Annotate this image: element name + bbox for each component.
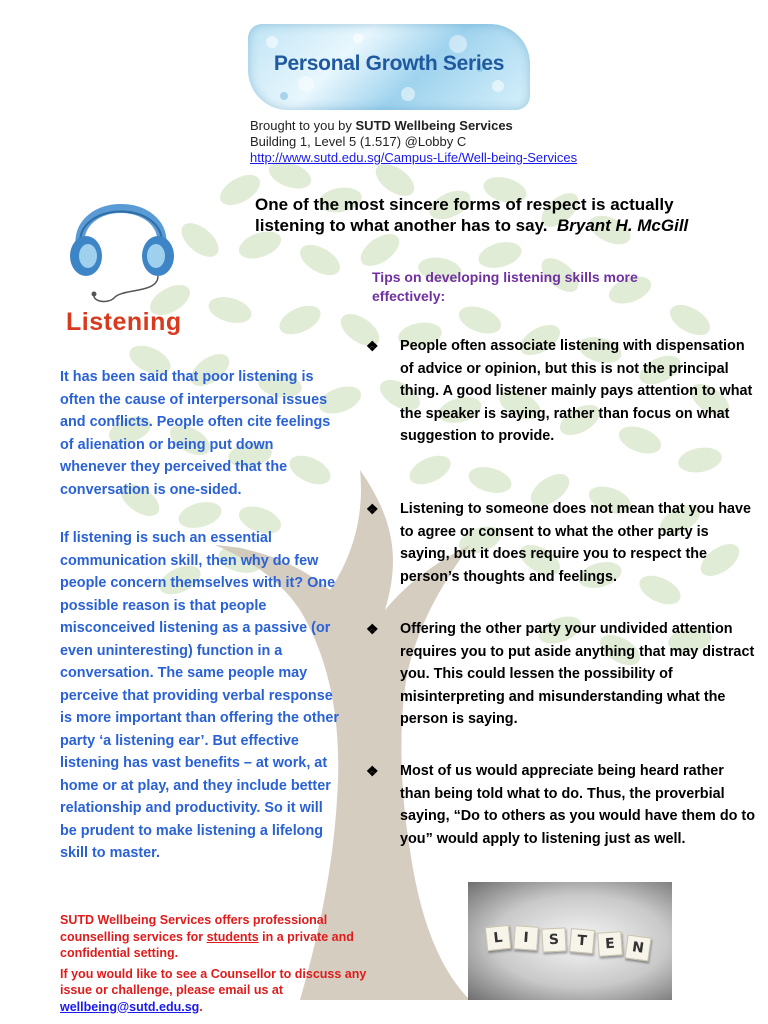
counselling-offer-part-1: SUTD Wellbeing Services offers professional counselling services for: [60, 913, 328, 944]
contact-period: .: [199, 999, 203, 1014]
tree-leaf: [275, 300, 325, 340]
tip-item: [366, 335, 756, 448]
diamond-bullet-icon: ❖: [366, 763, 379, 779]
tree-leaf: [405, 450, 455, 490]
listen-tiles-photo: [468, 882, 672, 1000]
counselling-info: [60, 912, 400, 1015]
letter-tile: T: [569, 928, 595, 954]
tree-leaf: [175, 217, 224, 264]
importance-paragraph: If listening is such an essential communication skill, then why do few people concern themselves with it? One possible reason is that people misconceived listening as a passive (or even uninteresting) function in a conversation. The same people may perceive that providing verbal response is more important than offering the other party ‘a listening ear’. But effective listening has vast benefits – at work, at home or at play, and they include better relationship and productivity. So it will be prudent to make listening a lifelong skill to master.: [60, 530, 340, 861]
tips-heading: [372, 268, 702, 306]
counselling-offer-part-2: in a private and confidential setting.: [60, 929, 354, 960]
quote: [255, 194, 745, 236]
contact-line: [60, 966, 400, 1016]
tips-heading-line-2: effectively:: [372, 288, 446, 304]
tip-text: Most of us would appreciate being heard rather than being told what to do. Thus, the proverbial saying, “Do to others as you would have them do to you” would apply to listening just as well.: [400, 763, 756, 847]
tree-leaf: [676, 444, 723, 475]
diamond-bullet-icon: ❖: [366, 621, 379, 637]
students-link[interactable]: students: [206, 929, 259, 944]
contact-text: If you would like to see a Counsellor to discuss any issue or challenge, please email us at: [60, 966, 367, 997]
provider-name: SUTD Wellbeing Services: [355, 118, 513, 133]
listening-logo: [62, 176, 182, 342]
quote-line-2: [255, 215, 745, 236]
letter-tile: I: [513, 925, 539, 951]
intro-paragraph: It has been said that poor listening is often the cause of interpersonal issues and conflicts. People often cite feelings of alienation or being put down whenever they perceived that the conversation is one-sided.: [60, 369, 331, 498]
tip-item: [366, 760, 756, 850]
tip-text: Listening to someone does not mean that you have to agree or consent to what the other party is saying, but it does require you to respect the person’s thoughts and feelings.: [400, 501, 752, 585]
tree-leaf: [206, 293, 255, 328]
diamond-bullet-icon: ❖: [366, 338, 379, 354]
quote-author: Bryant H. McGill: [556, 216, 689, 235]
diamond-bullet-icon: ❖: [366, 501, 379, 517]
quote-line-2-text: listening to what another has to say.: [255, 216, 548, 235]
provider-info: [250, 118, 577, 166]
headphones-icon: [62, 176, 182, 306]
tip-item: [366, 498, 756, 588]
brought-by-line: [250, 118, 577, 134]
tip-text: Offering the other party your undivided attention requires you to put aside anything that may distract you. This could lessen the possibility of misinterpreting and misunderstanding what the person is saying.: [400, 621, 755, 727]
tree-leaf: [455, 301, 505, 339]
tip-text: People often associate listening with dispensation of advice or opinion, but this is not the principal thing. A good listener mainly pays attention to what the speaker is saying, rather than focus on what suggestion to provide.: [400, 338, 753, 444]
tips-heading-line-1: Tips on developing listening skills more: [372, 269, 638, 285]
listening-logo-word: Listening: [66, 308, 182, 336]
letter-tile: N: [624, 934, 651, 961]
counselling-offer: [60, 912, 400, 962]
banner-title: Personal Growth Series: [273, 52, 505, 75]
tree-leaf: [466, 463, 515, 498]
quote-line-1: One of the most sincere forms of respect is actually: [255, 195, 674, 214]
series-banner: [248, 24, 530, 110]
brought-by-prefix: Brought to you by: [250, 118, 356, 133]
letter-tile: S: [541, 927, 566, 952]
services-url-link[interactable]: http://www.sutd.edu.sg/Campus-Life/Well-being-Services: [250, 150, 578, 165]
letter-tile: E: [597, 931, 623, 957]
letter-tile: L: [485, 925, 511, 951]
tree-leaf: [295, 239, 345, 282]
location-line: Building 1, Level 5 (1.517) @Lobby C: [250, 134, 467, 149]
email-link[interactable]: wellbeing@sutd.edu.sg: [60, 999, 200, 1014]
tip-item: [366, 618, 756, 731]
